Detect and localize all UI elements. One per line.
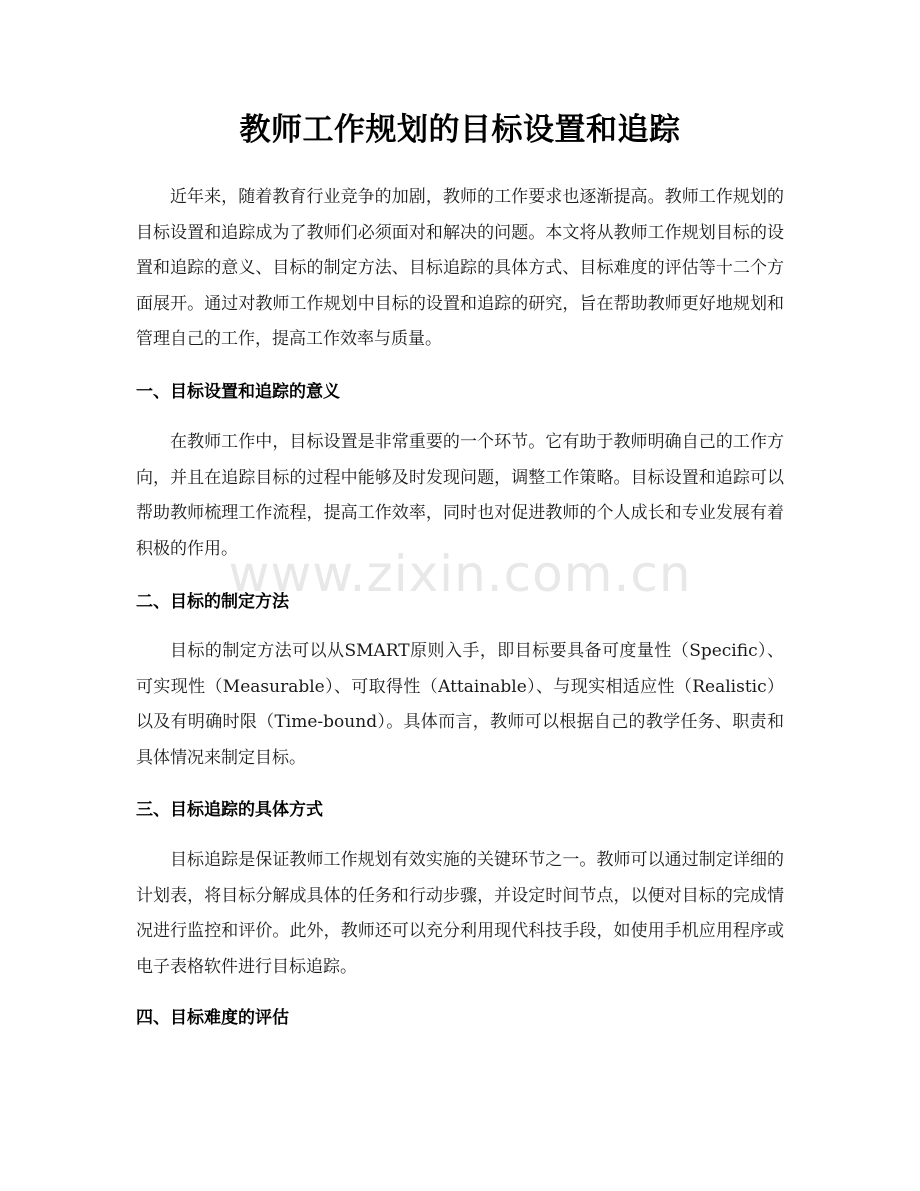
section-heading-1: 一、目标设置和追踪的意义	[136, 382, 340, 402]
section-body-2: 目标的制定方法可以从SMART原则入手，即目标要具备可度量性（Specific）、可实现性（Measurable）、可取得性（Attainable）、与现实相适应性（Realistic）以及有明确时限（Time-bound）。具体而言，教师可以根据自己的教学任务、职责和具体情况来制定目标。	[136, 641, 784, 768]
watermark: www.zixin.com.cn	[228, 545, 692, 603]
intro-paragraph: 近年来，随着教育行业竞争的加剧，教师的工作要求也逐渐提高。教师工作规划的目标设置和追踪成为了教师们必须面对和解决的问题。本文将从教师工作规划目标的设置和追踪的意义、目标的制定方法、目标追踪的具体方式、目标难度的评估等十二个方面展开。通过对教师工作规划中目标的设置和追踪的研究，旨在帮助教师更好地规划和管理自己的工作，提高工作效率与质量。	[136, 187, 784, 349]
document-title: 教师工作规划的目标设置和追踪	[239, 112, 681, 148]
section-heading-2: 二、目标的制定方法	[136, 592, 289, 612]
section-body-1: 在教师工作中，目标设置是非常重要的一个环节。它有助于教师明确自己的工作方向，并且在追踪目标的过程中能够及时发现问题，调整工作策略。目标设置和追踪可以帮助教师梳理工作流程，提高工作效率，同时也对促进教师的个人成长和专业发展有着积极的作用。	[136, 432, 784, 559]
section-body-3: 目标追踪是保证教师工作规划有效实施的关键环节之一。教师可以通过制定详细的计划表，将目标分解成具体的任务和行动步骤，并设定时间节点，以便对目标的完成情况进行监控和评价。此外，教师还可以充分利用现代科技手段，如使用手机应用程序或电子表格软件进行目标追踪。	[136, 850, 784, 977]
section-heading-4: 四、目标难度的评估	[136, 1008, 289, 1028]
section-heading-3: 三、目标追踪的具体方式	[136, 800, 323, 820]
